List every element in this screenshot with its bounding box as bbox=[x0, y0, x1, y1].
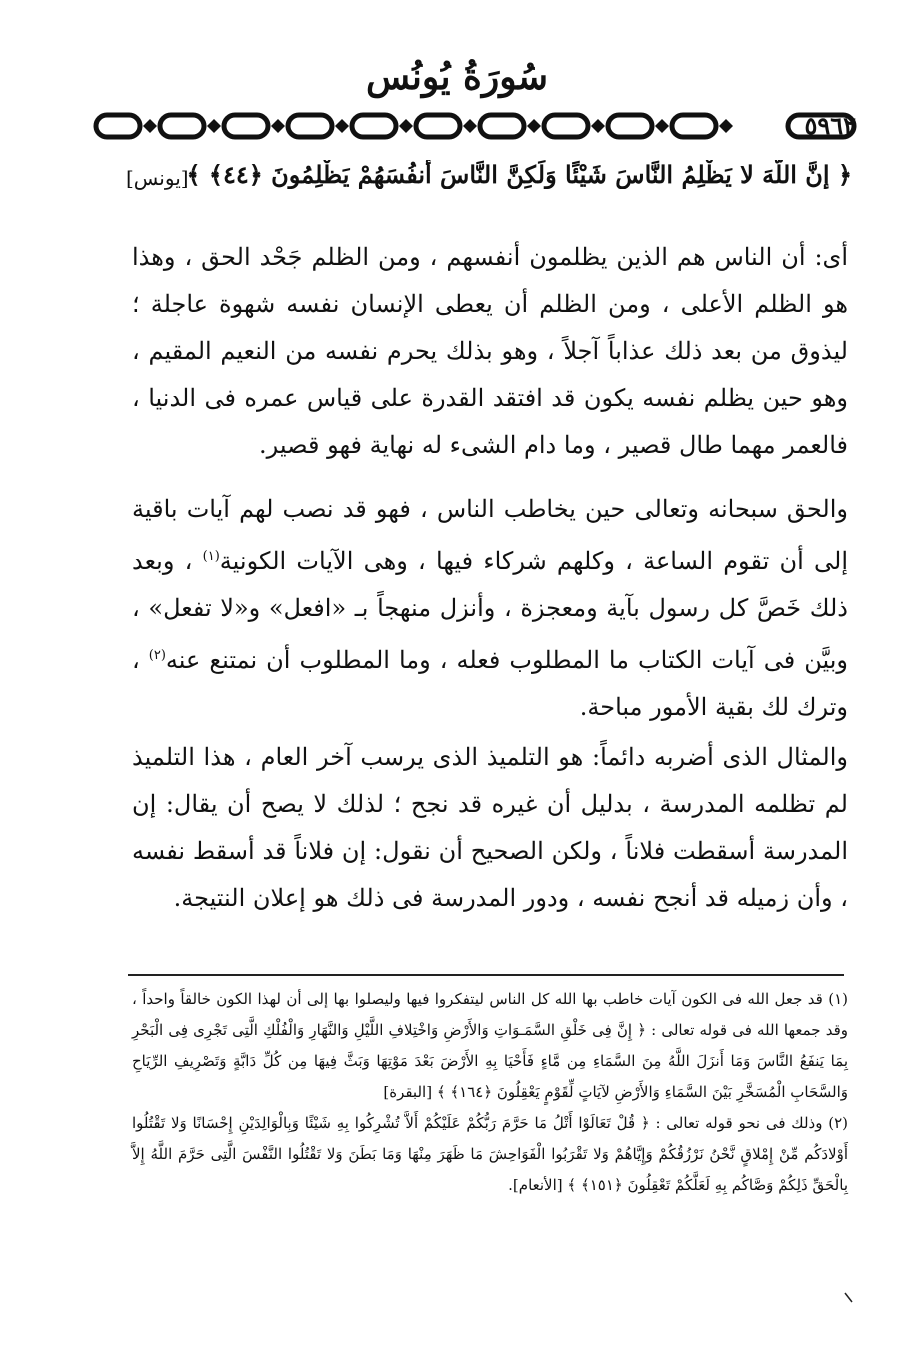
chain-diamond bbox=[271, 119, 285, 133]
paragraph-2-text bbox=[132, 486, 848, 731]
chain-diamond bbox=[719, 119, 733, 133]
chain-diamond bbox=[399, 119, 413, 133]
footnote-divider bbox=[128, 974, 844, 976]
chain-link bbox=[96, 115, 140, 137]
chain-link bbox=[672, 115, 716, 137]
paragraph-1 bbox=[132, 234, 848, 469]
chain-diamond bbox=[335, 119, 349, 133]
stray-ink-mark bbox=[844, 1292, 854, 1304]
paragraph-2 bbox=[132, 486, 848, 731]
chain-diamond bbox=[143, 119, 157, 133]
chain-diamond bbox=[207, 119, 221, 133]
chain-link bbox=[288, 115, 332, 137]
paragraph-3 bbox=[132, 734, 848, 922]
chain-link bbox=[480, 115, 524, 137]
quran-verse: ﴿ إِنَّ اللَّهَ لا يَظْلِمُ النَّاسَ شَيْئًا وَلَكِنَّ النَّاسَ أَنفُسَهُمْ يَظْلِمُونَ ﴿٤٤﴾ ﴾ bbox=[186, 160, 852, 189]
paragraph-3-text: والمثال الذى أضربه دائماً: هو التلميذ الذى يرسب آخر العام ، هذا التلميذ لم تظلمه المدرسة ، بدليل أن غيره قد نجح ؛ لذلك لا يصح أن يقال: إن المدرسة أسقطت فلاناً ، ولكن الصحيح أن نقول: إن فلاناً قد أسقط نفسه ، وأن زميله قد أنجح نفسه ، ودور المدرسة فى ذلك هو إعلان النتيجة. bbox=[132, 743, 848, 912]
paragraph-2-part-2: ، وبعد ذلك خَصَّ كل رسول بآية ومعجزة ، وأنزل منهجاً بـ «افعل» و«لا تفعل» ، وبيَّن فى آيات الكتاب ما المطلوب فعله ، وما المطلوب أن نمتنع عنه bbox=[132, 547, 848, 674]
chain-link bbox=[608, 115, 652, 137]
chain-ornament bbox=[96, 115, 854, 137]
footnote-ref-1[interactable]: (١) bbox=[202, 549, 220, 564]
chain-diamond bbox=[591, 119, 605, 133]
footnote-2: (٢) وذلك فى نحو قوله تعالى : ﴿ قُلْ تَعَالَوْا أَتْلُ مَا حَرَّمَ رَبُّكُمْ عَلَيْكُمْ أَلاَّ تُشْرِكُوا بِهِ شَيْئًا وَبِالْوَالِدَيْنِ إِحْسَانًا وَلا تَقْتُلُوا أَوْلادَكُم مِّنْ إِمْلاقٍ نَّحْنُ نَرْزُقُكُمْ وَإِيَّاهُمْ وَلا تَقْرَبُوا الْفَوَاحِشَ مَا ظَهَرَ مِنْهَا وَمَا بَطَنَ وَلا تَقْتُلُوا النَّفْسَ الَّتِى حَرَّمَ اللَّهُ إِلاَّ بِالْحَقِّ ذَلِكُمْ وَصَّاكُم بِهِ لَعَلَّكُمْ تَعْقِلُونَ ﴿١٥١﴾ ﴾ [الأنعام]. bbox=[132, 1114, 848, 1194]
verse-reference: [يونس] bbox=[126, 166, 189, 190]
chain-link bbox=[416, 115, 460, 137]
header-ornament-band bbox=[88, 108, 860, 144]
chain-diamond bbox=[527, 119, 541, 133]
paragraph-2-part-3: ، وترك لك بقية الأمور مباحة. bbox=[132, 646, 848, 721]
chain-link bbox=[224, 115, 268, 137]
footnote-ref-2[interactable]: (٢) bbox=[148, 648, 166, 663]
chain-link bbox=[544, 115, 588, 137]
footnotes bbox=[132, 984, 848, 1201]
paragraph-1-text: أى: أن الناس هم الذين يظلمون أنفسهم ، ومن الظلم جَحْد الحق ، وهذا هو الظلم الأعلى ، ومن الظلم أن يعطى الإنسان نفسه شهوة عاجلة ؛ ليذوق من بعد ذلك عذاباً آجلاً ، وهو بذلك يحرم نفسه من النعيم المقيم ، وهو حين يظلم نفسه يكون قد افتقد القدرة على قياس عمره فى الدنيا ، فالعمر مهما طال قصير ، وما دام الشىء له نهاية فهو قصير. bbox=[132, 243, 848, 459]
chain-diamond bbox=[655, 119, 669, 133]
footnote-1: (١) قد جعل الله فى الكون آيات خاطب بها الله كل الناس ليتفكروا فيها وليصلوا بها إلى أن لهذا الكون خالقاً واحداً ، وقد جمعها الله فى قوله تعالى : ﴿ إِنَّ فِى خَلْقِ السَّمَـوَاتِ وَالأَرْضِ وَاخْتِلافِ اللَّيْلِ وَالنَّهَارِ وَالْفُلْكِ الَّتِى تَجْرِى فِى الْبَحْرِ بِمَا يَنفَعُ النَّاسَ وَمَا أَنزَلَ اللَّهُ مِنَ السَّمَاءِ مِن مَّاءٍ فَأَحْيَا بِهِ الأَرْضَ بَعْدَ مَوْتِهَا وَبَثَّ فِيهَا مِن كُلِّ دَابَّةٍ وَتَصْرِيفِ الرِّيَاحِ وَالسَّحَابِ الْمُسَخَّرِ بَيْنَ السَّمَاءِ وَالأَرْضِ لآيَاتٍ لِّقَوْمٍ يَعْقِلُونَ ﴿١٦٤﴾ ﴾ [البقرة] bbox=[132, 990, 848, 1101]
chain-diamond bbox=[463, 119, 477, 133]
chain-link bbox=[160, 115, 204, 137]
paragraph-2-part-1: والحق سبحانه وتعالى حين يخاطب الناس ، فهو قد نصب لهم آيات باقية إلى أن تقوم الساعة ، وكلهم شركاء فيها ، وهى الآيات الكونية bbox=[132, 495, 848, 575]
page-number: ٥٩٦٢ bbox=[804, 111, 856, 140]
chain-link bbox=[352, 115, 396, 137]
surah-title: سُورَةُ يُونُس bbox=[365, 56, 549, 98]
